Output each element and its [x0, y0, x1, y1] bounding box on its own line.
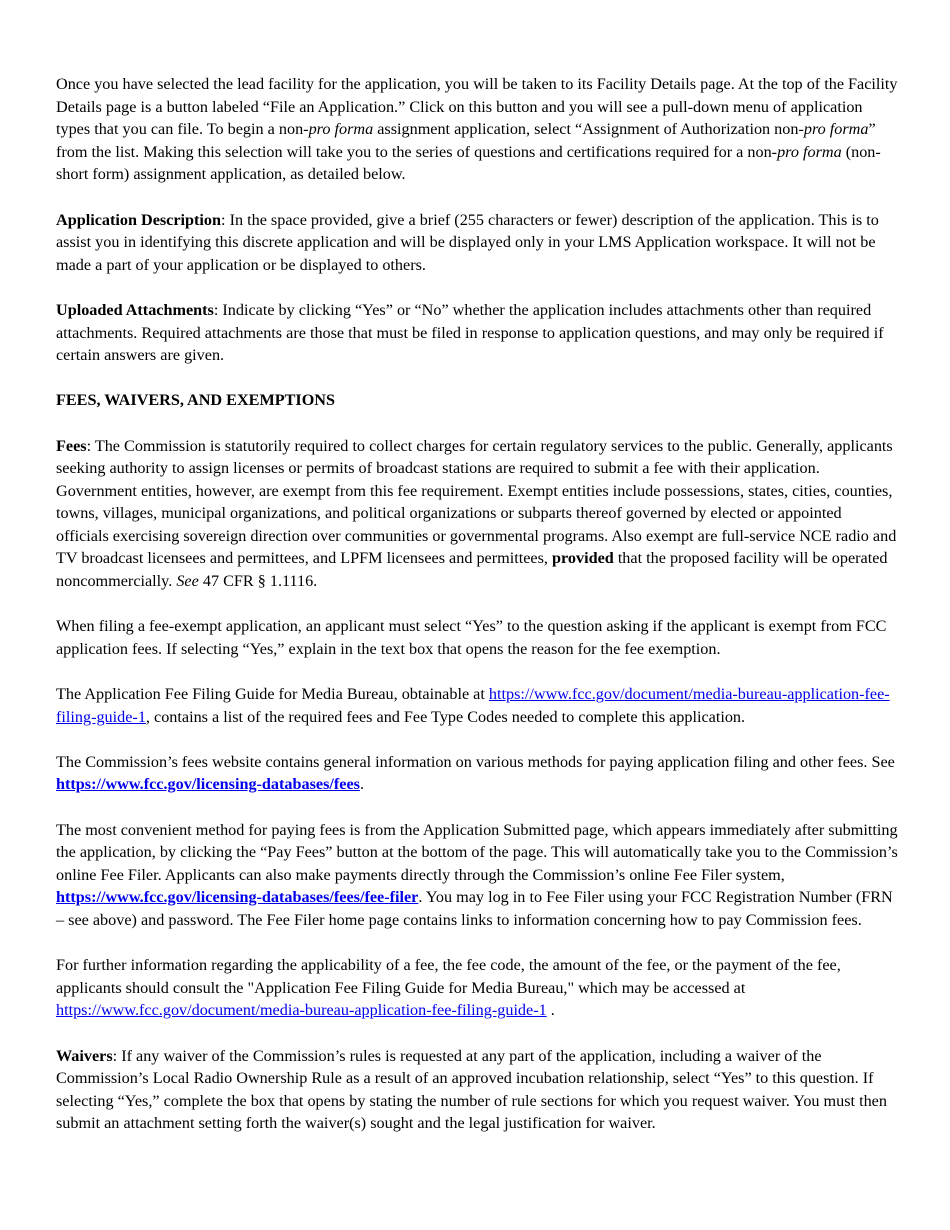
fee-filer-link[interactable]: https://www.fcc.gov/licensing-databases/fees/fee-filer: [56, 888, 419, 907]
fees-website-paragraph: The Commission’s fees website contains general information on various methods for paying application filing and other fees. See https://www.fcc.gov/licensing-databases/fees.: [56, 752, 895, 794]
section-heading: FEES, WAIVERS, AND EXEMPTIONS: [56, 391, 335, 410]
fees-website-link[interactable]: https://www.fcc.gov/licensing-databases/fees: [56, 775, 360, 794]
uploaded-attachments-label: Uploaded Attachments: [56, 300, 214, 319]
waivers-paragraph: Waivers: If any waiver of the Commission’s rules is requested at any part of the application, including a waiver of the Commission’s Local Radio Ownership Rule as a result of an approved incubation relationship, select “Yes” to this question. If selecting “Yes,” complete the box that opens by stating the number of rule sections for which you request waiver. You must then submit an attachment setting forth the waiver(s) sought and the legal justification for waiver.: [56, 1046, 887, 1133]
application-description-label: Application Description: [56, 210, 222, 229]
fees-paragraph: Fees: The Commission is statutorily required to collect charges for certain regulatory services to the public. Generally, applicants seeking authority to assign licenses or permits of broadcast stations are required to submit a fee with their application. Government entities, however, are exempt from this fee requirement. Exempt entities include possessions, states, cities, counties, towns, villages, municipal organizations, and political organizations or subparts thereof governed by elected or appointed officials exercising sovereign direction over communities or governmental programs. Also exempt are full-service NCE radio and TV broadcast licensees and permittees, and LPFM licensees and permittees, provided that the proposed facility will be operated noncommercially. See 47 CFR § 1.1116.: [56, 436, 897, 591]
fee-exempt-paragraph: When filing a fee-exempt application, an applicant must select “Yes” to the question asking if the applicant is exempt from FCC application fees. If selecting “Yes,” explain in the text box that opens the reason for the fee exemption.: [56, 617, 887, 658]
intro-paragraph: Once you have selected the lead facility for the application, you will be taken to its Facility Details page. At the top of the Facility Details page is a button labeled “File an Application.” Click on this button and you will see a pull-down menu of application types that you can file. To begin a non-pro forma assignment application, select “Assignment of Authorization non-pro forma” from the list. Making this selection will take you to the series of questions and certifications required for a non-pro forma (non-short form) assignment application, as detailed below.: [56, 75, 898, 184]
paying-fees-paragraph: The most convenient method for paying fees is from the Application Submitted page, which appears immediately after submitting the application, by clicking the “Pay Fees” button at the bottom of the page. This will automatically take you to the Commission’s online Fee Filer. Applicants can also make payments directly through the Commission’s online Fee Filer system, https://www.fcc.gov/licensing-databases/fees/fee-filer. You may log in to Fee Filer using your FCC Registration Number (FRN – see above) and password. The Fee Filer home page contains links to information concerning how to pay Commission fees.: [56, 820, 898, 929]
pro-forma-italic: pro forma: [803, 120, 869, 139]
pro-forma-italic: pro forma: [308, 120, 374, 139]
uploaded-attachments-paragraph: Uploaded Attachments: Indicate by clicking “Yes” or “No” whether the application includes attachments other than required attachments. Required attachments are those that must be filed in response to application questions, and may only be required if certain answers are given.: [56, 300, 884, 365]
further-info-paragraph: For further information regarding the applicability of a fee, the fee code, the amount of the fee, or the payment of the fee, applicants should consult the "Application Fee Filing Guide for Media Bureau," which may be accessed at https://www.fcc.gov/document/media-bureau-application-fee-filing-guide-1 .: [56, 956, 841, 1020]
fee-guide-link-2[interactable]: https://www.fcc.gov/document/media-bureau-application-fee-filing-guide-1: [56, 1001, 547, 1020]
fees-label: Fees: [56, 436, 87, 455]
fee-guide-link[interactable]: https://www.fcc.gov/document/media-bureau-application-fee-filing-guide-1: [56, 685, 890, 726]
fee-guide-paragraph: The Application Fee Filing Guide for Media Bureau, obtainable at https://www.fcc.gov/document/media-bureau-application-fee-filing-guide-1, contains a list of the required fees and Fee Type Codes needed to complete this application.: [56, 685, 890, 726]
application-description-paragraph: Application Description: In the space provided, give a brief (255 characters or fewer) description of the application. This is to assist you in identifying this discrete application and will be displayed only in your LMS Application workspace. It will not be made a part of your application or be displayed to others.: [56, 210, 879, 274]
see-italic: See: [176, 572, 199, 591]
provided-bold: provided: [551, 549, 614, 568]
waivers-label: Waivers: [56, 1046, 113, 1065]
pro-forma-italic: pro forma: [777, 142, 842, 161]
